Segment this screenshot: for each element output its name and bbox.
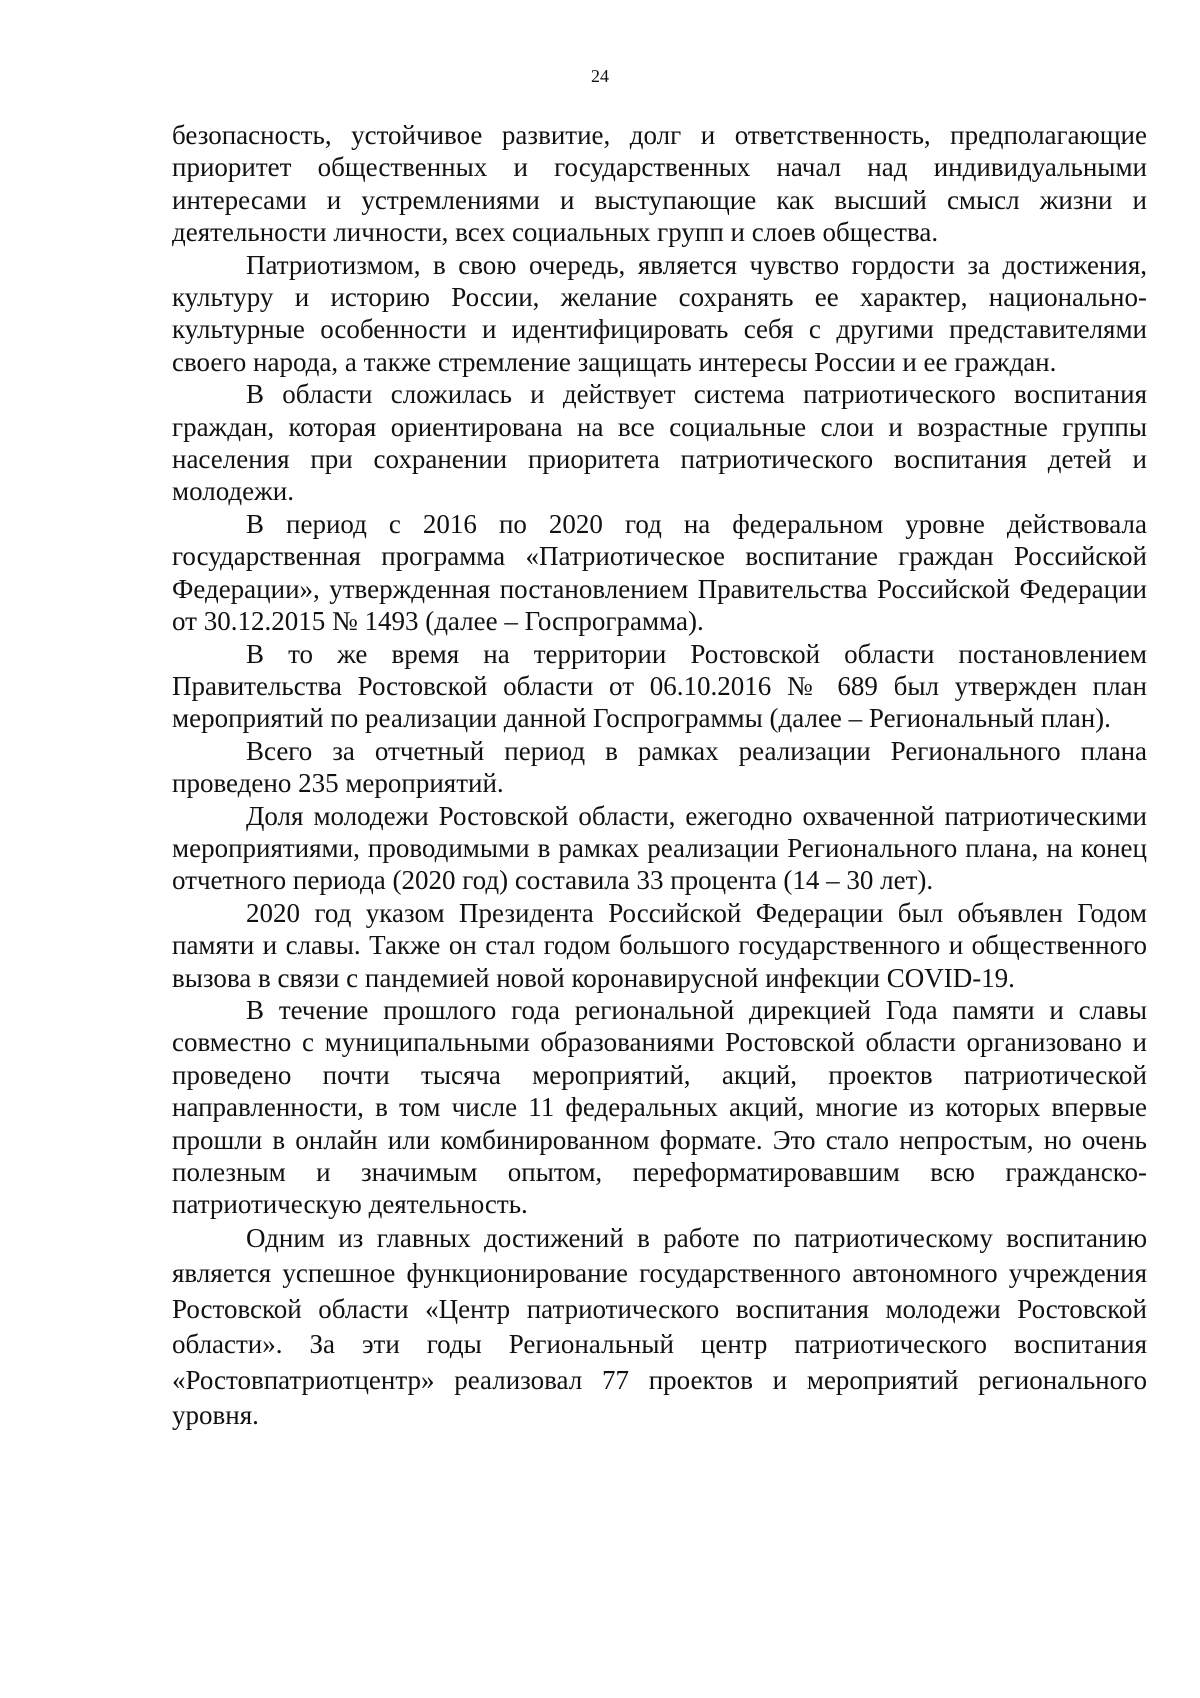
paragraph: В области сложилась и действует система патриотического воспитания граждан, которая ориентирована на все социальные слои и возрастные группы населения при сохранении приоритета патриотического воспитания детей и молодежи. xyxy=(172,379,1147,507)
paragraph: Патриотизмом, в свою очередь, является чувство гордости за достижения, культуру и историю России, желание сохранять ее характер, национально-культурные особенности и идентифицировать себя с другими представителями своего народа, а также стремление защищать интересы России и ее граждан. xyxy=(172,249,1147,377)
paragraph: Одним из главных достижений в работе по патриотическому воспитанию является успешное функционирование государственного автономного учреждения Ростовской области «Центр патриотического воспитания молодежи Ростовской области». За эти годы Региональный центр патриотического воспитания «Ростовпатриотцентр» реализовал 77 проектов и мероприятий регионального уровня. xyxy=(172,1222,1147,1431)
paragraph: Всего за отчетный период в рамках реализации Регионального плана проведено 235 мероприятий. xyxy=(172,735,1147,799)
paragraph: 2020 год указом Президента Российской Федерации был объявлен Годом памяти и славы. Также он стал годом большого государственного и общественного вызова в связи с пандемией новой коронавирусной инфекции COVID-19. xyxy=(172,897,1147,993)
paragraph: В период с 2016 по 2020 год на федеральном уровне действовала государственная программа «Патриотическое воспитание граждан Российской Федерации», утвержденная постановлением Правительства Российской Федерации от 30.12.2015 № 1493 (далее – Госпрограмма). xyxy=(172,508,1147,637)
paragraph: В течение прошлого года региональной дирекцией Года памяти и славы совместно с муниципальными образованиями Ростовской области организовано и проведено почти тысяча мероприятий, акций, проектов патриотической направленности, в том числе 11 федеральных акций, многие из которых впервые прошли в онлайн или комбинированном формате. Это стало непростым, но очень полезным и значимым опытом, переформатировавшим всю гражданско-патриотическую деятельность. xyxy=(172,994,1147,1220)
paragraph: безопасность, устойчивое развитие, долг и ответственность, предполагающие приоритет общественных и государственных начал над индивидуальными интересами и устремлениями и выступающие как высший смысл жизни и деятельности личности, всех социальных групп и слоев общества. xyxy=(172,120,1147,248)
page-number: 24 xyxy=(591,66,609,86)
paragraph: Доля молодежи Ростовской области, ежегодно охваченной патриотическими мероприятиями, проводимыми в рамках реализации Регионального плана, на конец отчетного периода (2020 год) составила 33 процента (14 – 30 лет). xyxy=(172,800,1147,896)
document-body xyxy=(172,119,1147,1434)
paragraph: В то же время на территории Ростовской области постановлением Правительства Ростовской области от 06.10.2016 № 689 был утвержден план мероприятий по реализации данной Госпрограммы (далее – Региональный план). xyxy=(172,638,1147,734)
